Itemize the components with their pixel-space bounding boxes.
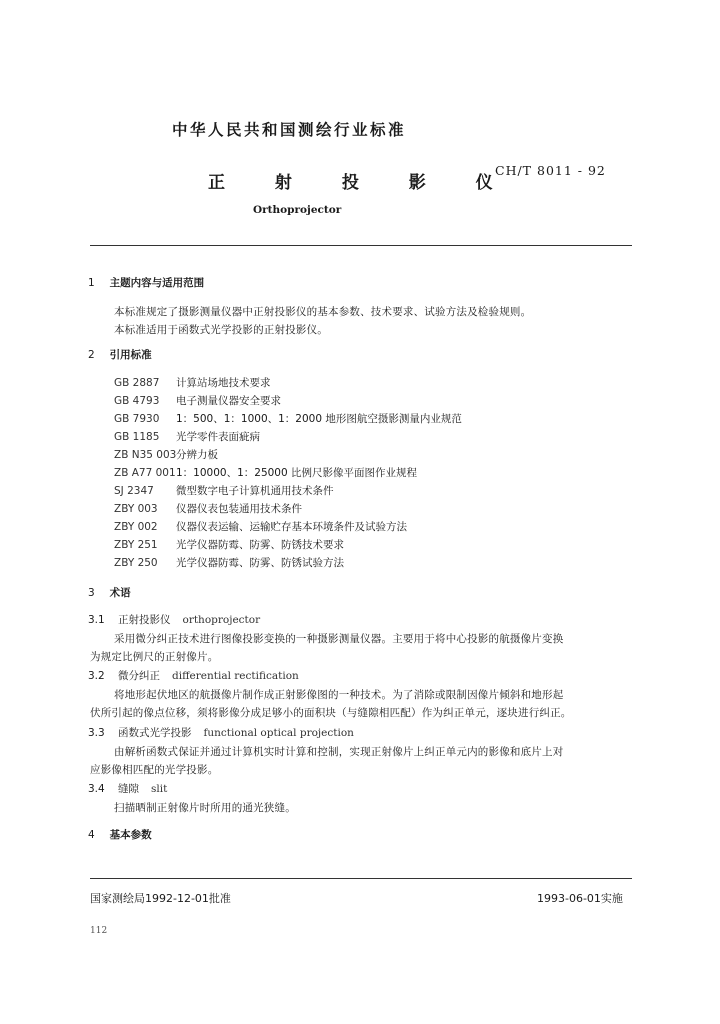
- reference-code: SJ 2347: [114, 485, 154, 497]
- term-english: slit: [151, 783, 168, 795]
- term-english: orthoprojector: [182, 614, 261, 626]
- section-number: 2: [88, 349, 95, 361]
- effective-date: 1993-06-01实施: [537, 892, 623, 905]
- term-number: 3.1: [88, 614, 105, 626]
- term-definition-line: 将地形起伏地区的航摄像片制作成正射影像图的一种技术。为了消除或限制因像片倾斜和地形起: [114, 689, 564, 701]
- reference-title: 仪器仪表运输、运输贮存基本环境条件及试验方法: [176, 521, 407, 533]
- standard-category-title: 中华人民共和国测绘行业标准: [172, 121, 407, 139]
- reference-title: 计算站场地技术要求: [176, 377, 271, 389]
- reference-code: ZBY 002: [114, 521, 158, 533]
- term-heading: [88, 725, 354, 740]
- reference-code: ZBY 251: [114, 539, 158, 551]
- term-definition-line: 为规定比例尺的正射像片。: [90, 651, 219, 663]
- term-heading: [88, 668, 299, 683]
- term-heading: [88, 781, 167, 796]
- reference-item: [114, 519, 407, 534]
- reference-item: [114, 555, 344, 570]
- term-name: 微分纠正: [118, 670, 160, 682]
- footer-rule: [90, 878, 632, 879]
- section-4-heading: [88, 827, 152, 842]
- reference-code: ZBY 250: [114, 557, 158, 569]
- term-number: 3.2: [88, 670, 105, 682]
- term-english: functional optical projection: [203, 727, 354, 739]
- section-2-heading: [88, 347, 152, 362]
- reference-code: ZBY 003: [114, 503, 158, 515]
- term-definition-line: 由解析函数式保证并通过计算机实时计算和控制，实现正射像片上纠正单元内的影像和底片上对: [114, 746, 564, 758]
- reference-title: 光学零件表面疵病: [176, 431, 260, 443]
- reference-item: [114, 447, 218, 462]
- reference-item: [114, 501, 302, 516]
- reference-title: 分辨力板: [176, 449, 218, 461]
- reference-item: [114, 411, 462, 426]
- reference-title: 1：500、1：1000、1：2000 地形图航空摄影测量内业规范: [176, 413, 462, 425]
- reference-title: 光学仪器防霉、防雾、防锈技术要求: [176, 539, 344, 551]
- reference-title: 光学仪器防霉、防雾、防锈试验方法: [176, 557, 344, 569]
- term-number: 3.3: [88, 727, 105, 739]
- reference-code: GB 4793: [114, 395, 160, 407]
- term-definition-line: 应影像相匹配的光学投影。: [90, 764, 219, 776]
- term-definition-line: 伏所引起的像点位移，须将影像分成足够小的面积块（与缝隙相匹配）作为纠正单元，逐块进行纠正。: [90, 707, 572, 719]
- term-definition-line: 采用微分纠正技术进行图像投影变换的一种摄影测量仪器。主要用于将中心投影的航摄像片变换: [114, 633, 564, 645]
- reference-title: 微型数字电子计算机通用技术条件: [176, 485, 334, 497]
- reference-code: ZB N35 003: [114, 449, 177, 461]
- document-code: CH/T 8011 - 92: [495, 163, 606, 178]
- reference-code: ZB A77 001: [114, 467, 176, 479]
- term-number: 3.4: [88, 783, 105, 795]
- section-number: 4: [88, 829, 95, 841]
- reference-item: [114, 393, 281, 408]
- paragraph: 本标准规定了摄影测量仪器中正射投影仪的基本参数、技术要求、试验方法及检验规则。: [114, 306, 532, 318]
- section-3-heading: [88, 585, 131, 600]
- reference-code: GB 7930: [114, 413, 160, 425]
- term-name: 缝隙: [118, 783, 139, 795]
- section-title: 术语: [109, 587, 131, 599]
- reference-item: [114, 483, 334, 498]
- term-name: 函数式光学投影: [118, 727, 192, 739]
- paragraph: 本标准适用于函数式光学投影的正射投影仪。: [114, 324, 328, 336]
- document-english-title: Orthoprojector: [253, 204, 342, 216]
- section-number: 1: [88, 277, 95, 289]
- reference-code: GB 1185: [114, 431, 160, 443]
- page-number: 112: [90, 926, 108, 936]
- section-title: 引用标准: [109, 349, 152, 361]
- section-number: 3: [88, 587, 95, 599]
- document-title: 正 射 投 影 仪: [208, 173, 515, 193]
- term-definition-line: 扫描晒制正射像片时所用的通光狭缝。: [114, 802, 296, 814]
- header-rule: [90, 245, 632, 246]
- reference-item: [114, 375, 271, 390]
- term-english: differential rectification: [172, 670, 299, 682]
- section-1-heading: [88, 275, 204, 290]
- reference-title: 电子测量仪器安全要求: [176, 395, 281, 407]
- reference-title: 1：10000、1：25000 比例尺影像平面图作业规程: [176, 467, 418, 479]
- reference-item: [114, 537, 344, 552]
- approval-date: 国家测绘局1992-12-01批准: [90, 892, 231, 905]
- reference-item: [114, 465, 417, 480]
- reference-title: 仪器仪表包装通用技术条件: [176, 503, 302, 515]
- section-title: 基本参数: [109, 829, 152, 841]
- reference-code: GB 2887: [114, 377, 160, 389]
- reference-item: [114, 429, 260, 444]
- section-title: 主题内容与适用范围: [109, 277, 205, 289]
- term-name: 正射投影仪: [118, 614, 171, 626]
- term-heading: [88, 612, 260, 627]
